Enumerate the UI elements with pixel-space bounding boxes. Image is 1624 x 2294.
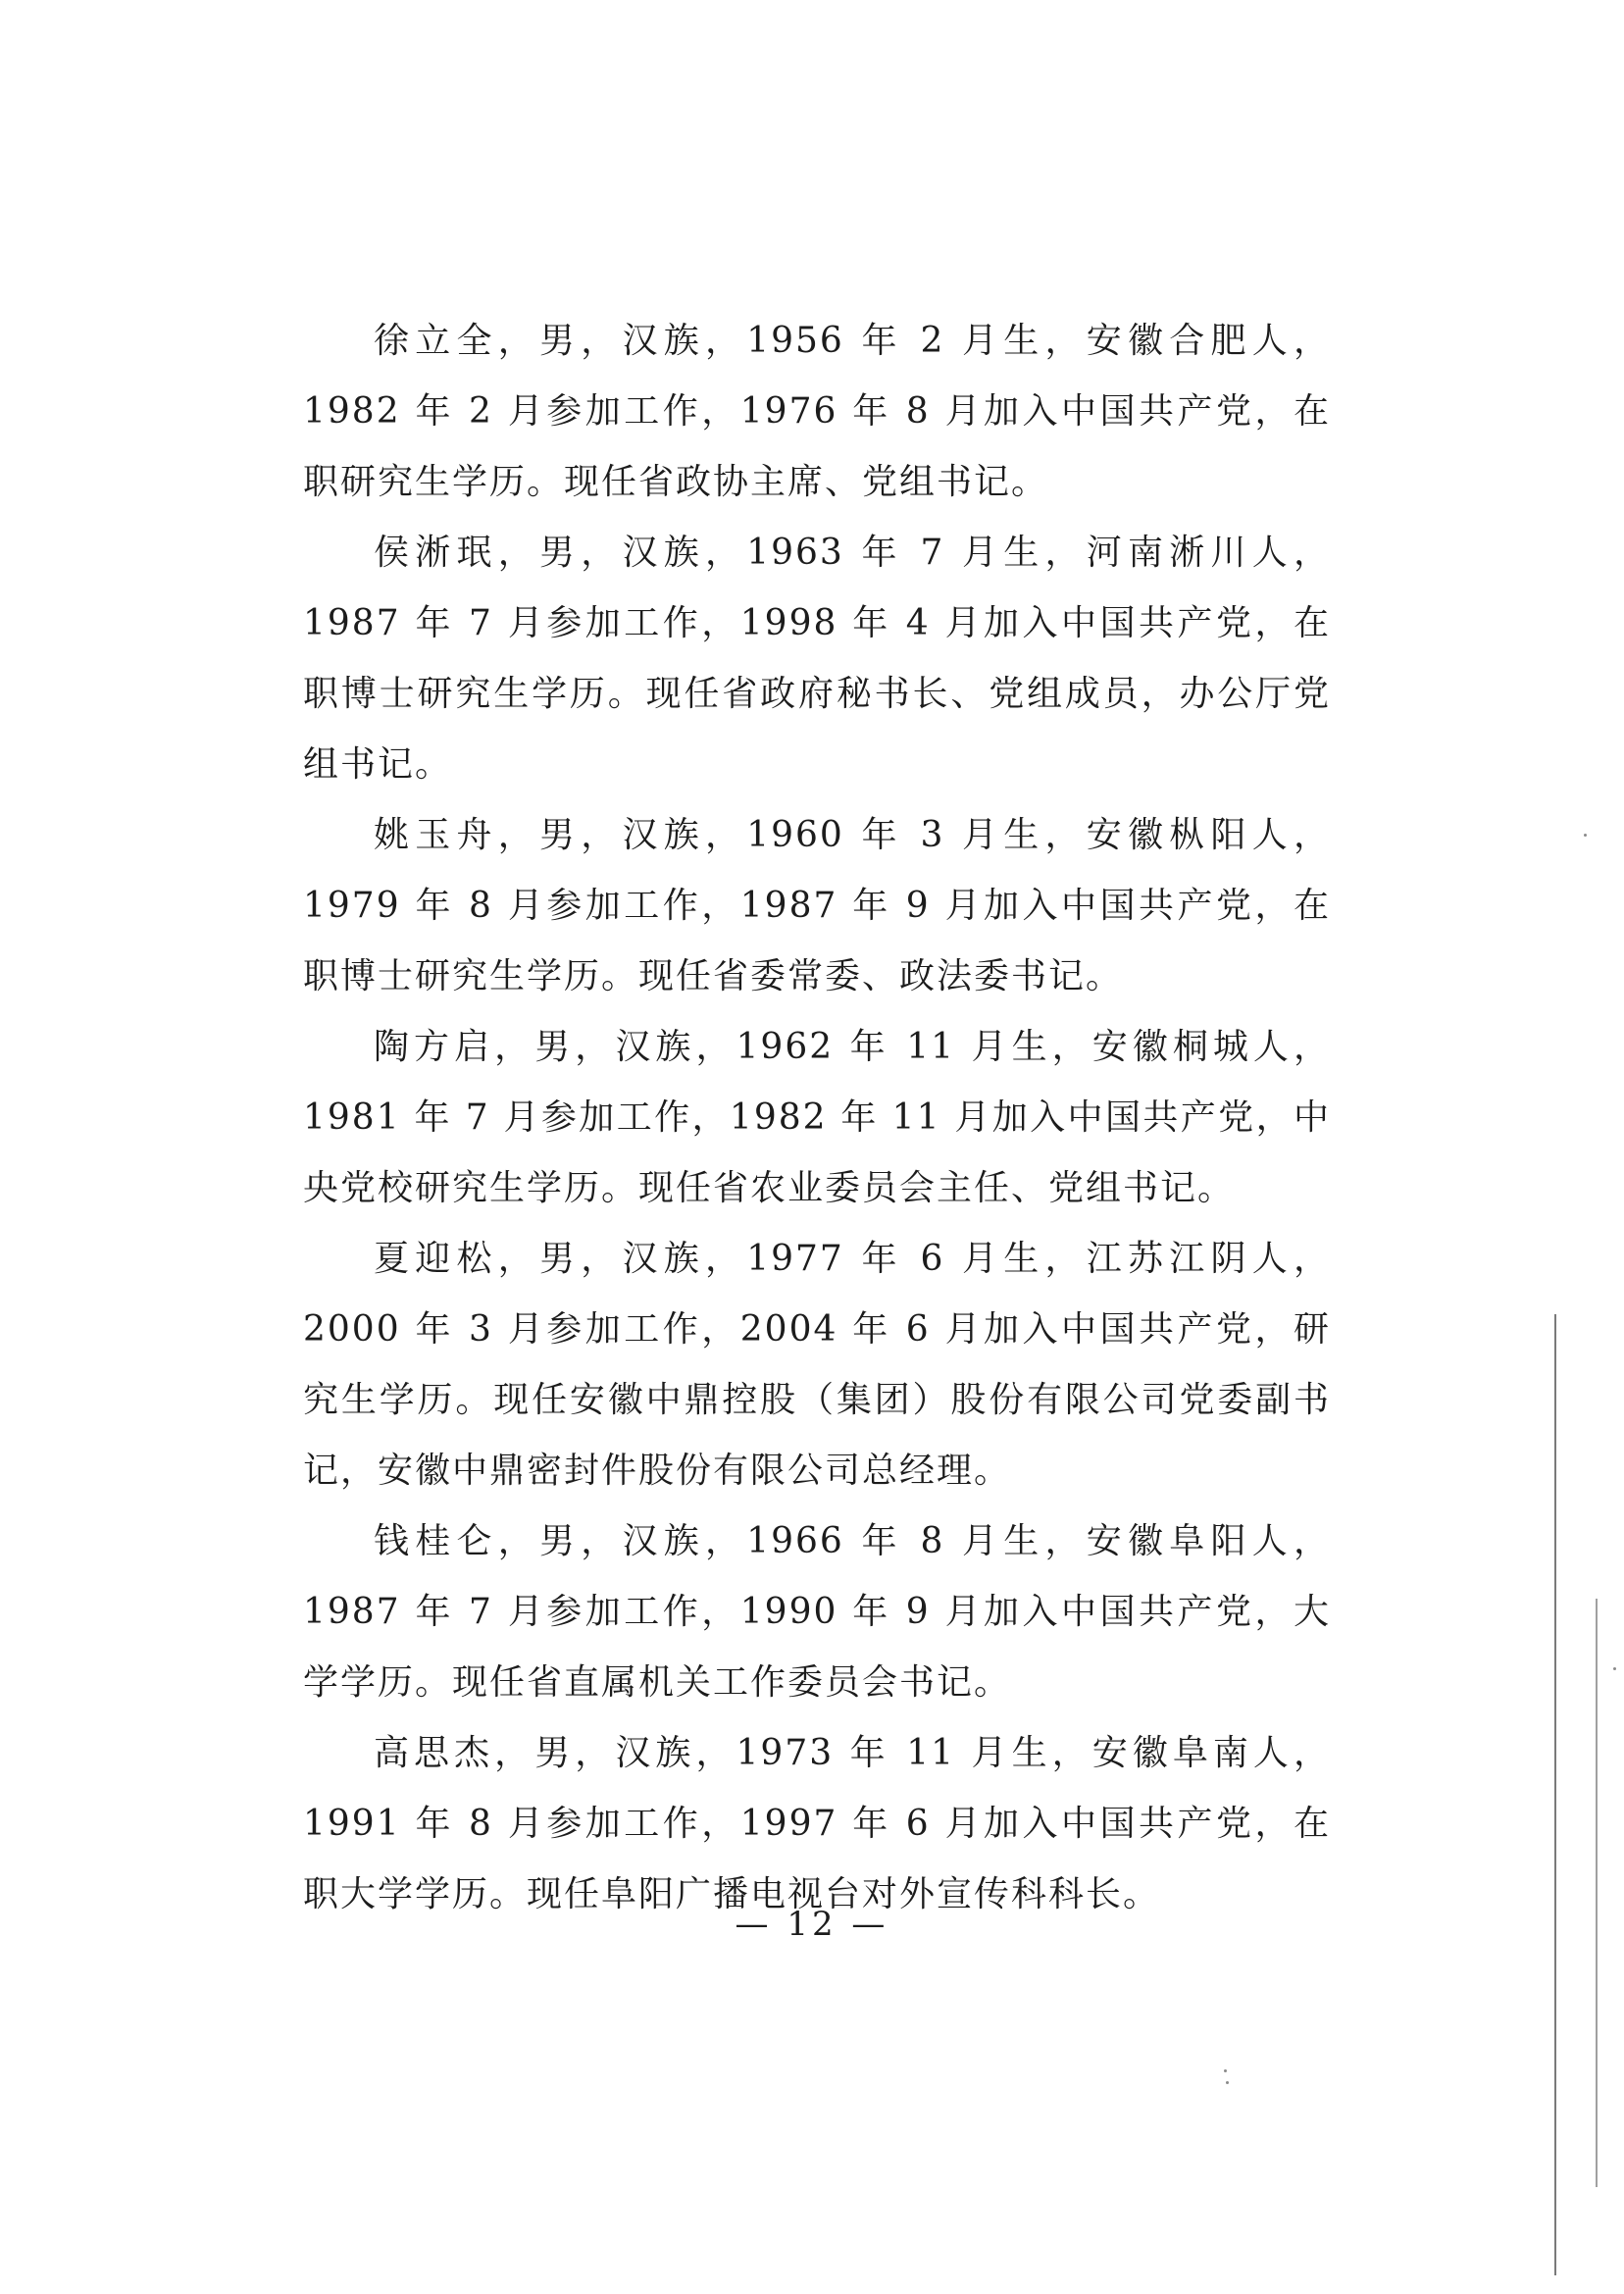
page-number: — 12 —: [735, 1905, 889, 1944]
bio-paragraph-yao-yuzhou: 姚玉舟，男，汉族，1960 年 3 月生，安徽枞阳人，1979 年 8 月参加工作，1987 年 9 月加入中国共产党，在职博士研究生学历。现任省委常委、政法委书记。: [303, 815, 1331, 996]
scan-speck: [1584, 834, 1587, 837]
scan-edge-line: [1554, 1314, 1556, 2275]
bio-paragraph-xu-liquan: 徐立全，男，汉族，1956 年 2 月生，安徽合肥人，1982 年 2 月参加工作，1976 年 8 月加入中国共产党，在职研究生学历。现任省政协主席、党组书记。: [303, 321, 1331, 502]
document-body: [303, 306, 1331, 1930]
scan-speck: [1224, 2069, 1227, 2072]
bio-paragraph-tao-fangqi: 陶方启，男，汉族，1962 年 11 月生，安徽桐城人，1981 年 7 月参加工作，1982 年 11 月加入中国共产党，中央党校研究生学历。现任省农业委员会主任、党组书记。: [303, 1027, 1331, 1208]
scan-speck: [1226, 2081, 1229, 2084]
scan-edge-line: [1596, 1599, 1598, 2187]
bio-paragraph-hou-ximin: 侯淅珉，男，汉族，1963 年 7 月生，河南淅川人，1987 年 7 月参加工作，1998 年 4 月加入中国共产党，在职博士研究生学历。现任省政府秘书长、党组成员，办公厅党组书记。: [303, 533, 1331, 785]
bio-paragraph-qian-guilun: 钱桂仑，男，汉族，1966 年 8 月生，安徽阜阳人，1987 年 7 月参加工作，1990 年 9 月加入中国共产党，大学学历。现任省直属机关工作委员会书记。: [303, 1521, 1331, 1703]
bio-paragraph-xia-yingsong: 夏迎松，男，汉族，1977 年 6 月生，江苏江阴人，2000 年 3 月参加工作，2004 年 6 月加入中国共产党，研究生学历。现任安徽中鼎控股（集团）股份有限公司党委副书记，安徽中鼎密封件股份有限公司总经理。: [303, 1239, 1331, 1491]
scan-speck: [1613, 1667, 1616, 1670]
bio-paragraph-gao-sijie: 高思杰，男，汉族，1973 年 11 月生，安徽阜南人，1991 年 8 月参加工作，1997 年 6 月加入中国共产党，在职大学学历。现任阜阳广播电视台对外宣传科科长。: [303, 1733, 1331, 1914]
